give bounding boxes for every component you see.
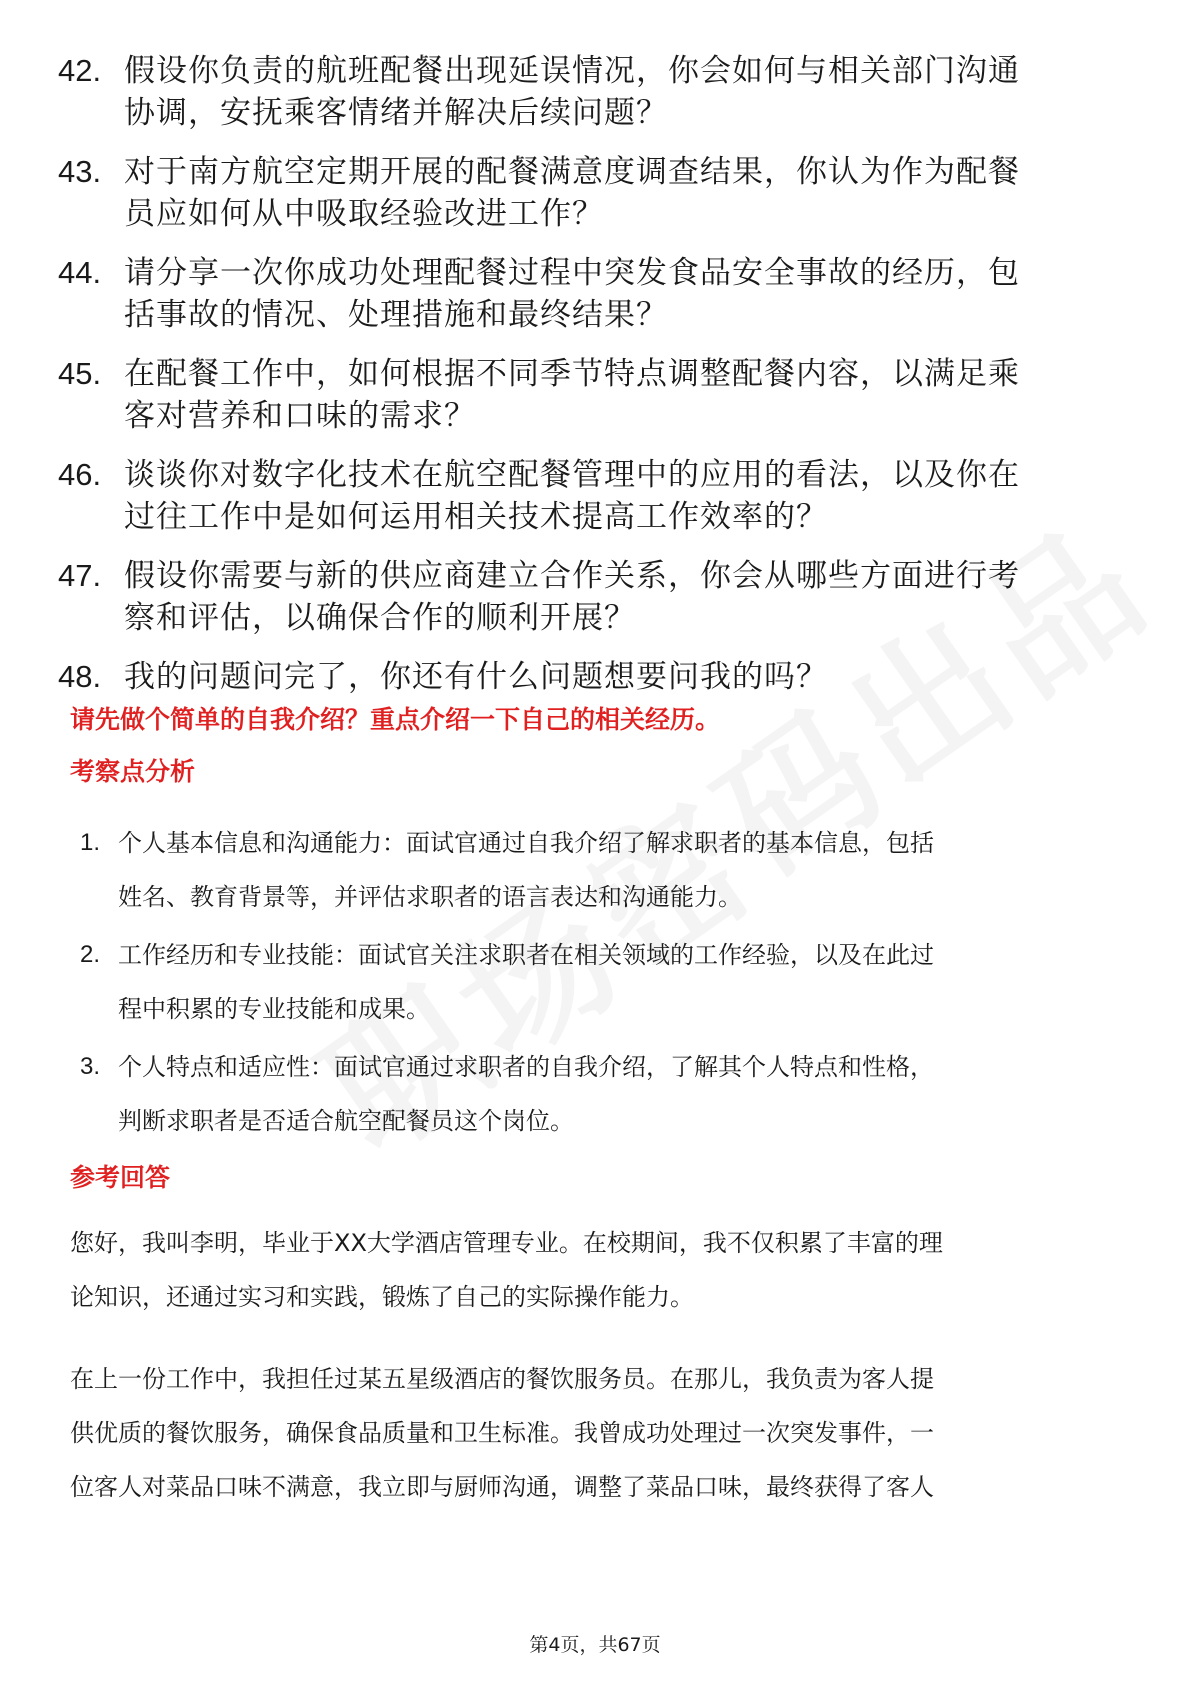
point-line: 个人基本信息和沟通能力：面试官通过自我介绍了解求职者的基本信息，包括 <box>118 829 934 857</box>
paragraph-line: 在上一份工作中，我担任过某五星级酒店的餐饮服务员。在那儿，我负责为客人提 <box>70 1365 934 1393</box>
point-line: 程中积累的专业技能和成果。 <box>118 995 430 1023</box>
question-text <box>124 555 1138 639</box>
answer-paragraph <box>70 1352 1130 1514</box>
question-item <box>58 50 1138 134</box>
analysis-heading: 考察点分析 <box>70 757 196 786</box>
section-question: 请先做个简单的自我介绍？重点介绍一下自己的相关经历。 <box>70 705 721 734</box>
analysis-point <box>80 1040 1130 1148</box>
question-text <box>124 454 1138 538</box>
question-line: 假设你需要与新的供应商建立合作关系，你会从哪些方面进行考 <box>124 558 1020 594</box>
question-text <box>124 353 1138 437</box>
question-line: 括事故的情况、处理措施和最终结果？ <box>124 297 668 333</box>
question-item <box>58 656 1138 698</box>
point-line: 姓名、教育背景等，并评估求职者的语言表达和沟通能力。 <box>118 883 742 911</box>
analysis-point <box>80 816 1130 924</box>
question-number: 48. <box>58 659 102 694</box>
point-line: 判断求职者是否适合航空配餐员这个岗位。 <box>118 1107 574 1135</box>
point-line: 个人特点和适应性：面试官通过求职者的自我介绍，了解其个人特点和性格， <box>118 1053 934 1081</box>
question-line: 请分享一次你成功处理配餐过程中突发食品安全事故的经历，包 <box>124 255 1020 291</box>
question-number: 44. <box>58 255 102 290</box>
question-line: 假设你负责的航班配餐出现延误情况，你会如何与相关部门沟通 <box>124 53 1020 89</box>
question-number: 42. <box>58 53 102 88</box>
question-number: 46. <box>58 457 102 492</box>
answer-heading: 参考回答 <box>70 1163 171 1192</box>
point-text <box>118 928 1130 1036</box>
question-item <box>58 555 1138 639</box>
point-text <box>118 1040 1130 1148</box>
question-item <box>58 353 1138 437</box>
question-line: 员应如何从中吸取经验改进工作？ <box>124 196 604 232</box>
point-number: 3. <box>80 1053 101 1080</box>
analysis-list <box>80 816 1130 1152</box>
question-text <box>124 656 1138 698</box>
question-line: 过往工作中是如何运用相关技术提高工作效率的？ <box>124 499 828 535</box>
question-text <box>124 50 1138 134</box>
paragraph-line: 论知识，还通过实习和实践，锻炼了自己的实际操作能力。 <box>70 1283 694 1311</box>
point-number: 1. <box>80 829 101 856</box>
question-number: 43. <box>58 154 102 189</box>
answer-paragraph <box>70 1216 1130 1324</box>
question-item <box>58 151 1138 235</box>
paragraph-line: 位客人对菜品口味不满意，我立即与厨师沟通，调整了菜品口味，最终获得了客人 <box>70 1473 934 1501</box>
question-number: 47. <box>58 558 102 593</box>
point-text <box>118 816 1130 924</box>
question-line: 我的问题问完了，你还有什么问题想要问我的吗？ <box>124 659 828 695</box>
question-line: 谈谈你对数字化技术在航空配餐管理中的应用的看法，以及你在 <box>124 457 1020 493</box>
question-text <box>124 151 1138 235</box>
paragraph-line: 供优质的餐饮服务，确保食品质量和卫生标准。我曾成功处理过一次突发事件，一 <box>70 1419 934 1447</box>
question-list <box>58 50 1138 715</box>
paragraph-line: 您好，我叫李明，毕业于XX大学酒店管理专业。在校期间，我不仅积累了丰富的理 <box>70 1229 943 1257</box>
point-line: 工作经历和专业技能：面试官关注求职者在相关领域的工作经验，以及在此过 <box>118 941 934 969</box>
question-number: 45. <box>58 356 102 391</box>
question-line: 察和评估，以确保合作的顺利开展？ <box>124 600 636 636</box>
question-item <box>58 252 1138 336</box>
analysis-point <box>80 928 1130 1036</box>
question-line: 客对营养和口味的需求？ <box>124 398 476 434</box>
question-item <box>58 454 1138 538</box>
question-line: 在配餐工作中，如何根据不同季节特点调整配餐内容，以满足乘 <box>124 356 1020 392</box>
question-text <box>124 252 1138 336</box>
point-number: 2. <box>80 941 101 968</box>
page-footer: 第4页，共67页 <box>529 1634 661 1656</box>
question-line: 协调，安抚乘客情绪并解决后续问题？ <box>124 95 668 131</box>
question-line: 对于南方航空定期开展的配餐满意度调查结果，你认为作为配餐 <box>124 154 1020 190</box>
